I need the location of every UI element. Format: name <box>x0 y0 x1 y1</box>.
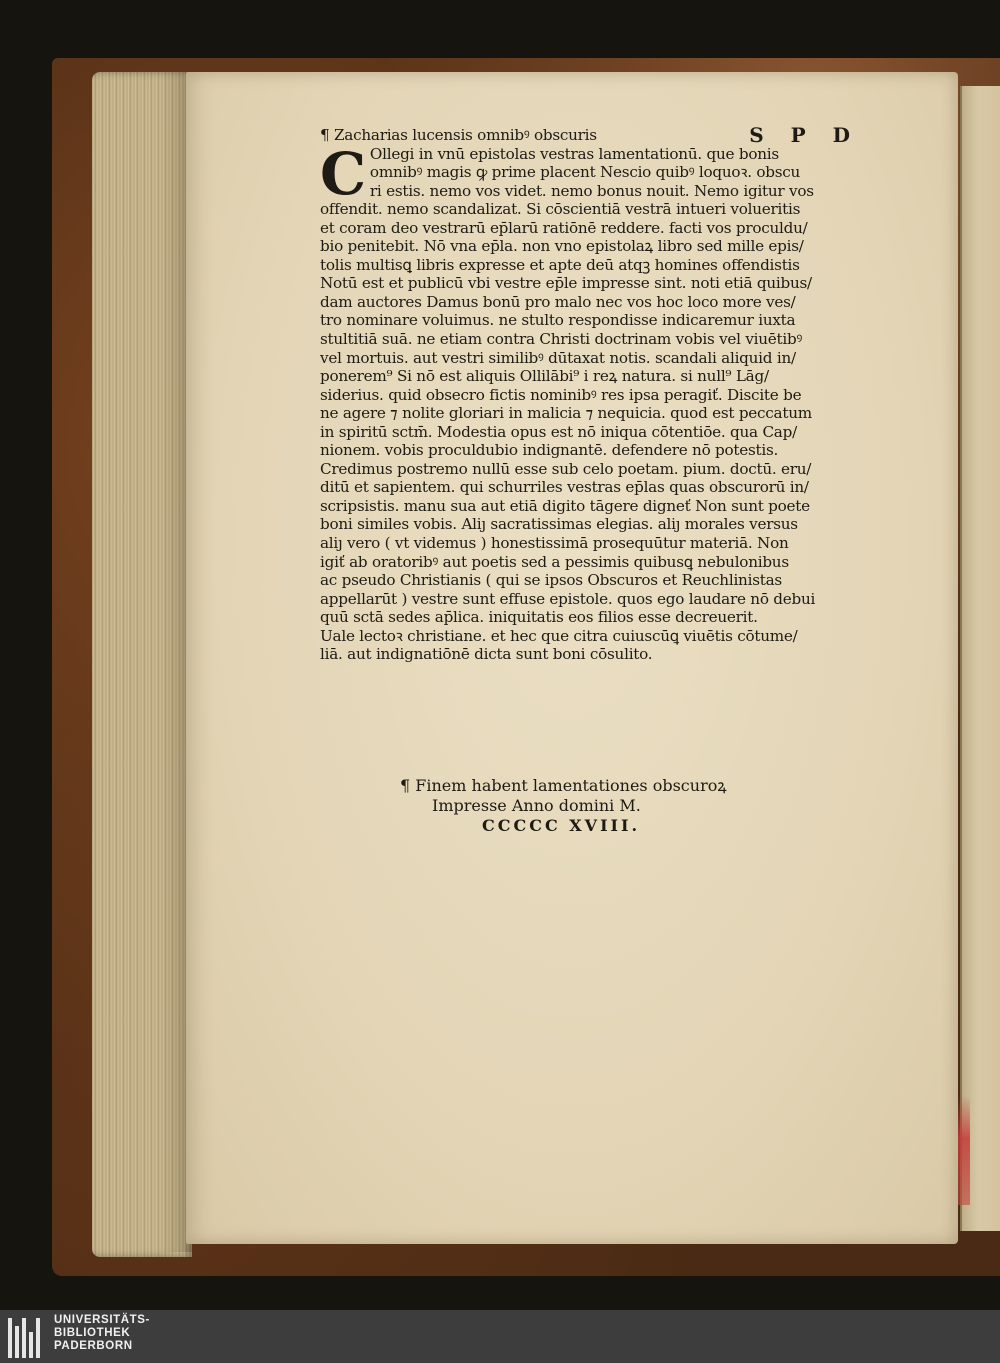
colophon-line: CCCCC XVIII. <box>482 816 641 835</box>
library-name-line: PADERBORN <box>54 1340 133 1352</box>
text-line: Notū est et publicū vbi vestre ep̄le impresse sint. noti etiā quibus/ <box>320 274 812 293</box>
text-line: offendit. nemo scandalizat. Si cōscientiā vestrā intueri volueritis <box>320 200 801 219</box>
text-line: Uale lectoꝛ christiane. et hec que citra cuiuscūꝗ viuētis cōtume/ <box>320 626 798 645</box>
library-logo-icon <box>6 1314 46 1360</box>
library-name-line: UNIVERSITÄTS- <box>54 1314 150 1326</box>
text-line: ne agere ⁊ nolite gloriari in malicia ⁊ nequicia. quod est peccatum <box>320 404 812 423</box>
red-edge-stain <box>958 1095 970 1205</box>
text-line: Ollegi in vnū epistolas vestras lamentationū. que bonis <box>369 144 779 163</box>
text-line: omnibꝰ magis ꝙ prime placent Nescio quibꝰ loquoꝛ. obscu <box>369 163 801 182</box>
text-line: dam auctores Damus bonū pro malo nec vos hoc loco more ves/ <box>320 292 796 311</box>
colophon <box>400 776 820 836</box>
text-line: ponerem⁹ Si nō est aliquis Ollilābi⁹ i reꝝ natura. si null⁹ Lāg/ <box>320 367 769 386</box>
text-line: scripsistis. manu sua aut etiā digito tāgere digneť Non sunt poete <box>320 496 810 515</box>
facing-page-edge <box>960 86 1000 1231</box>
heading-prefix: ¶ Zacharias lucensis omnibꝰ obscuris <box>320 126 597 144</box>
text-line: et coram deo vestrarū ep̄larū ratiōnē reddere. facti vos proculdu/ <box>320 218 808 237</box>
text-line: appellarūt ) vestre sunt effuse epistole. quos ego laudare nō debui <box>320 589 816 608</box>
library-footer <box>0 1310 1000 1363</box>
text-line: tolis multisꝗ libris expresse et apte deū atqꝫ homines offendistis <box>320 255 800 274</box>
text-line: Credimus postremo nullū esse sub celo poetam. pium. doctū. eru/ <box>320 459 812 478</box>
text-line: tro nominare voluimus. ne stulto respondisse indicaremur iuxta <box>320 311 796 330</box>
salutation: S P D <box>749 123 860 147</box>
text-line: siderius. quid obsecro fictis nominibꝰ res ipsa peragiť. Discite be <box>320 385 802 404</box>
page-text-block <box>320 123 860 664</box>
library-name <box>54 1314 150 1353</box>
text-line: ac pseudo Christianis ( qui se ipsos Obscuros et Reuchlinistas <box>320 571 782 590</box>
text-line: ri estis. nemo vos videt. nemo bonus nouit. Nemo igitur vos <box>369 181 814 200</box>
text-line: quū sctā sedes ap̄lica. iniquitatis eos filios esse decreuerit. <box>320 608 758 627</box>
text-line: vel mortuis. aut vestri similibꝰ dūtaxat notis. scandali aliquid in/ <box>320 348 796 367</box>
text-line: liā. aut indignatiōnē dicta sunt boni cōsulito. <box>320 645 653 664</box>
colophon-line: Impresse Anno domini M. <box>432 796 641 815</box>
text-line: in spiritū sctm̄. Modestia opus est nō iniqua cōtentiōe. qua Cap/ <box>320 422 797 441</box>
drop-cap: C <box>320 139 366 208</box>
text-line: bio penitebit. Nō vna ep̄la. non vno epistolaꝝ libro sed mille epis/ <box>320 237 804 256</box>
text-line: nionem. vobis proculdubio indignantē. defendere nō potestis. <box>320 441 779 460</box>
text-line: aliȷ vero ( vt videmus ) honestissimā prosequūtur materiā. Non <box>320 534 789 553</box>
library-name-line: BIBLIOTHEK <box>54 1327 131 1339</box>
letter-heading <box>320 123 860 147</box>
text-line: stultitiā suā. ne etiam contra Christi doctrinam vobis vel viuētibꝰ <box>320 330 803 349</box>
text-line: igiť ab oratoribꝰ aut poetis sed a pessimis quibusꝗ nebulonibus <box>320 552 789 571</box>
text-line: boni similes vobis. Aliȷ sacratissimas elegias. aliȷ morales versus <box>320 515 798 534</box>
text-line: ditū et sapientem. qui schurriles vestras ep̄las quas obscurorū in/ <box>320 478 809 497</box>
colophon-line: ¶ Finem habent lamentationes obscuroꝝ <box>400 776 727 795</box>
